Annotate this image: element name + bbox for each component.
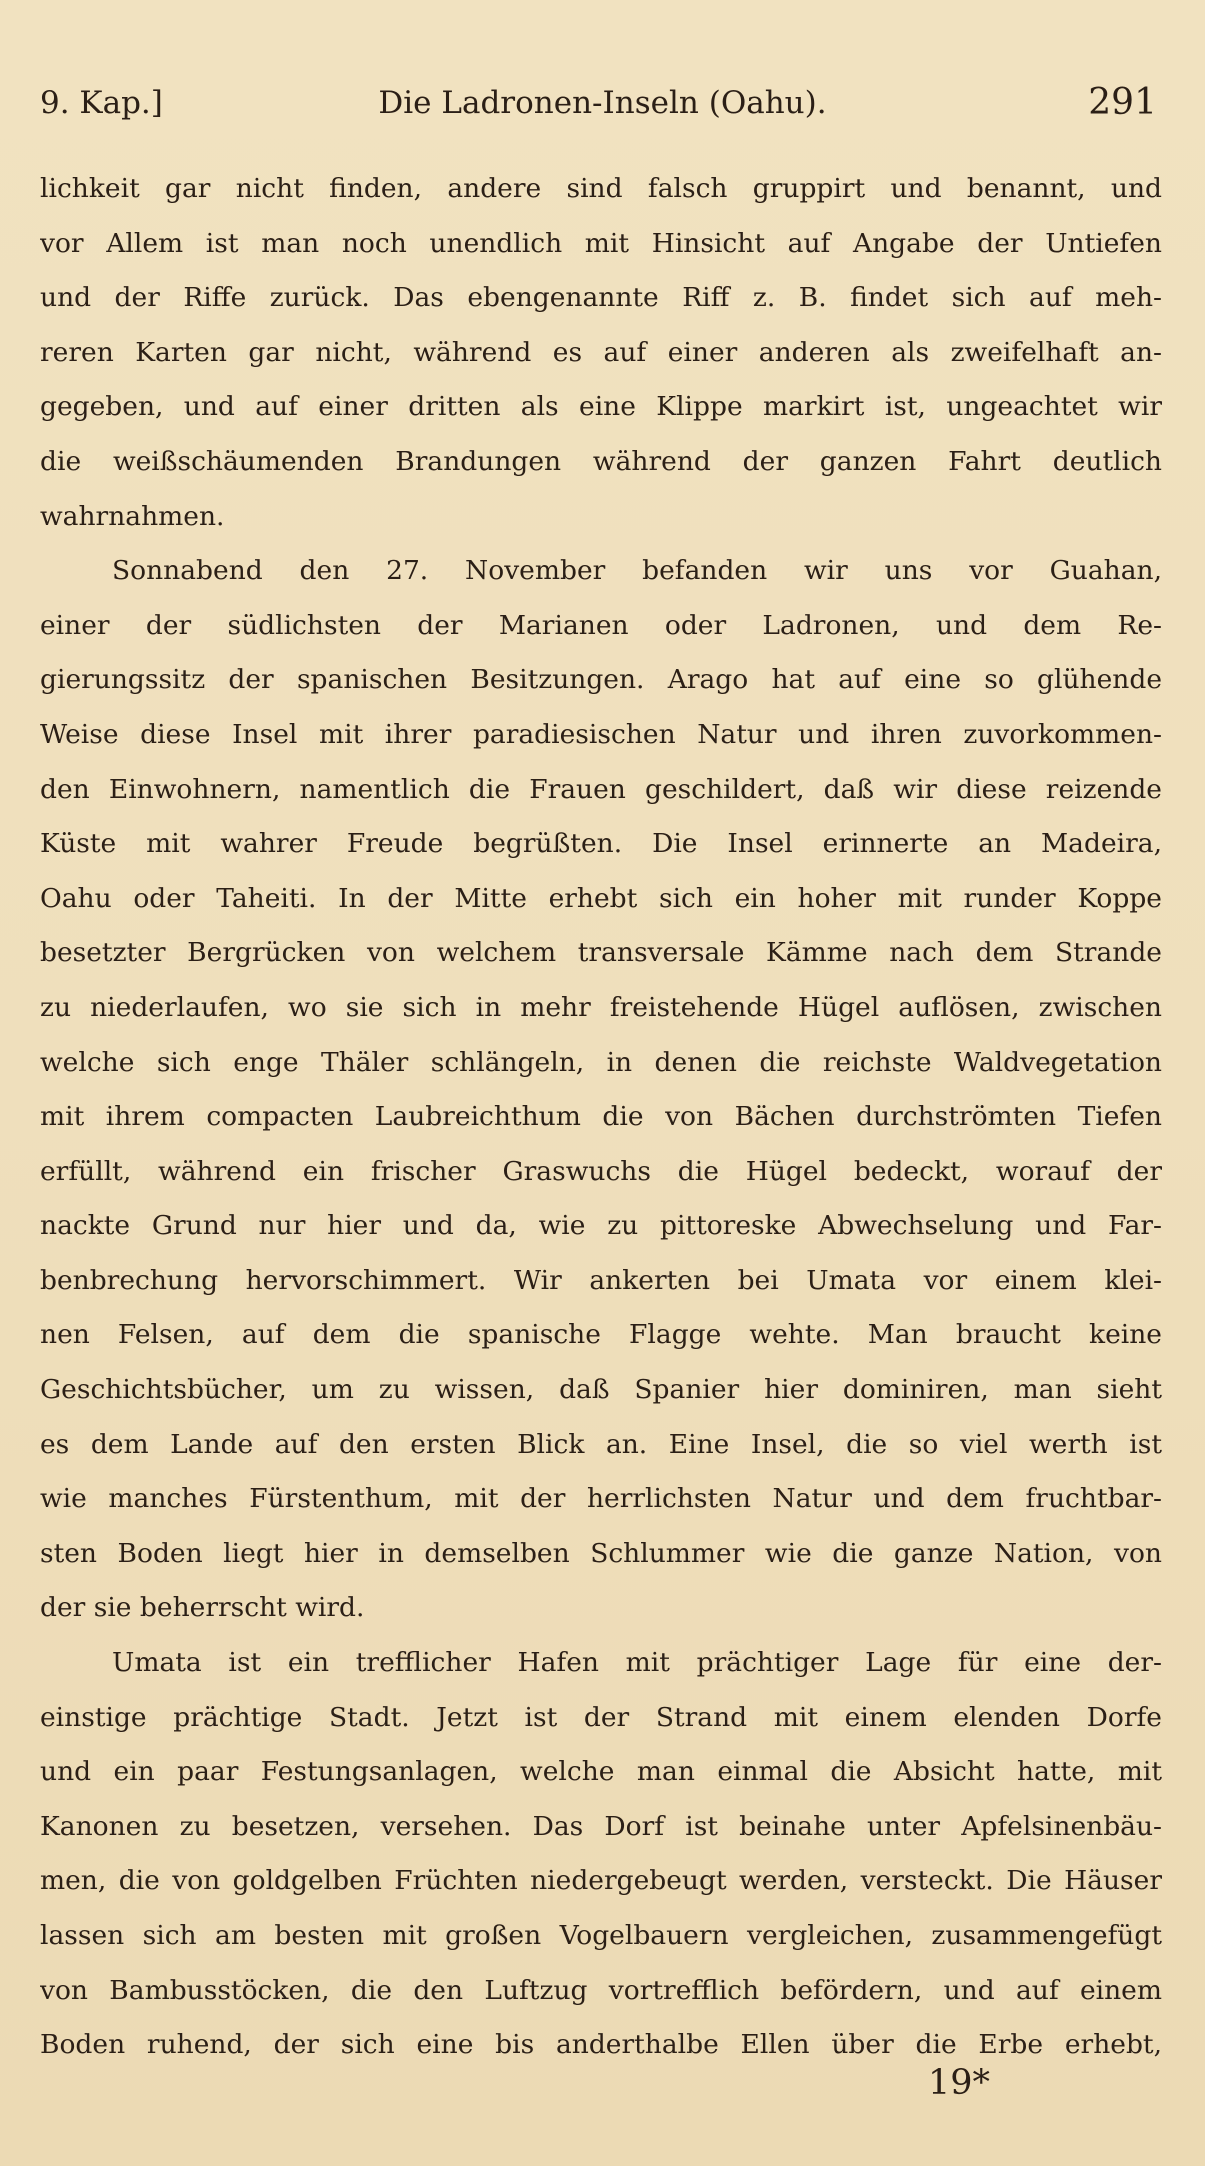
text-line: lichkeit gar nicht finden, andere sind falsch gruppirt und benannt, und <box>40 173 1162 204</box>
text-line: von Bambusstöcken, die den Luftzug vortrefflich befördern, und auf einem <box>40 1974 1162 2006</box>
text-line: Geschichtsbücher, um zu wissen, daß Spanier hier dominiren, man sieht <box>40 1374 1162 1406</box>
text-line: lassen sich am besten mit großen Vogelbauern vergleichen, zusammengefügt <box>40 1920 1162 1951</box>
text-line: welche sich enge Thäler schlängeln, in denen die reichste Waldvegetation <box>40 1046 1162 1078</box>
text-line: benbrechung hervorschimmert. Wir ankerten bei Umata vor einem klei- <box>40 1264 1162 1296</box>
chapter-label: 9. Kap.] <box>40 85 163 121</box>
text-line: Oahu oder Taheiti. In der Mitte erhebt sich ein hoher mit runder Koppe <box>40 882 1162 914</box>
text-line: gegeben, und auf einer dritten als eine Klippe markirt ist, ungeachtet wir <box>40 391 1162 423</box>
running-header <box>0 78 1205 128</box>
text-line: und ein paar Festungsanlagen, welche man einmal die Absicht hatte, mit <box>40 1756 1162 1788</box>
text-line: mit ihrem compacten Laubreichthum die von Bächen durchströmten Tiefen <box>40 1101 1162 1133</box>
signature-mark: 19* <box>928 2063 991 2103</box>
text-line: einer der südlichsten der Marianen oder Ladronen, und dem Re- <box>40 609 1162 641</box>
text-line: und der Riffe zurück. Das ebengenannte Riff z. B. findet sich auf meh- <box>40 282 1162 314</box>
text-line: reren Karten gar nicht, während es auf einer anderen als zweifelhaft an- <box>40 336 1162 368</box>
text-line: den Einwohnern, namentlich die Frauen geschildert, daß wir diese reizende <box>40 773 1162 805</box>
text-line: gierungssitz der spanischen Besitzungen. Arago hat auf eine so glühende <box>40 664 1162 696</box>
text-line: die weißschäumenden Brandungen während der ganzen Fahrt deutlich <box>40 445 1162 477</box>
text-line: wie manches Fürstenthum, mit der herrlichsten Natur und dem fruchtbar- <box>40 1483 1162 1515</box>
text-line: nackte Grund nur hier und da, wie zu pittoreske Abwechselung und Far- <box>40 1210 1162 1242</box>
text-line: zu niederlaufen, wo sie sich in mehr freistehende Hügel auflösen, zwischen <box>40 991 1162 1023</box>
text-line: vor Allem ist man noch unendlich mit Hinsicht auf Angabe der Untiefen <box>40 227 1162 259</box>
text-line: nen Felsen, auf dem die spanische Flagge wehte. Man braucht keine <box>40 1319 1162 1351</box>
text-line: Umata ist ein trefflicher Hafen mit prächtiger Lage für eine der- <box>112 1647 1162 1679</box>
running-title: Die Ladronen-Inseln (Oahu). <box>378 85 827 121</box>
body-text <box>40 162 1162 2073</box>
text-line: sten Boden liegt hier in demselben Schlummer wie die ganze Nation, von <box>40 1537 1162 1569</box>
text-line: Weise diese Insel mit ihrer paradiesischen Natur und ihren zuvorkommen- <box>40 718 1162 750</box>
text-line: Boden ruhend, der sich eine bis anderthalbe Ellen über die Erbe erhebt, <box>40 2029 1162 2061</box>
text-line: Küste mit wahrer Freude begrüßten. Die Insel erinnerte an Madeira, <box>40 828 1162 860</box>
text-line: erfüllt, während ein frischer Graswuchs die Hügel bedeckt, worauf der <box>40 1155 1162 1187</box>
text-line: einstige prächtige Stadt. Jetzt ist der Strand mit einem elenden Dorfe <box>40 1701 1162 1733</box>
page-number: 291 <box>1088 82 1157 123</box>
text-line: der sie beherrscht wird. <box>40 1592 365 1624</box>
text-line: Sonnabend den 27. November befanden wir uns vor Guahan, <box>112 555 1162 587</box>
text-line: besetzter Bergrücken von welchem transversale Kämme nach dem Strande <box>40 937 1162 969</box>
text-line: men, die von goldgelben Früchten niedergebeugt werden, versteckt. Die Häuser <box>40 1865 1162 1897</box>
text-line: es dem Lande auf den ersten Blick an. Eine Insel, die so viel werth ist <box>40 1428 1162 1460</box>
text-line: wahrnahmen. <box>40 500 225 532</box>
text-line: Kanonen zu besetzen, versehen. Das Dorf ist beinahe unter Apfelsinenbäu- <box>40 1810 1162 1842</box>
